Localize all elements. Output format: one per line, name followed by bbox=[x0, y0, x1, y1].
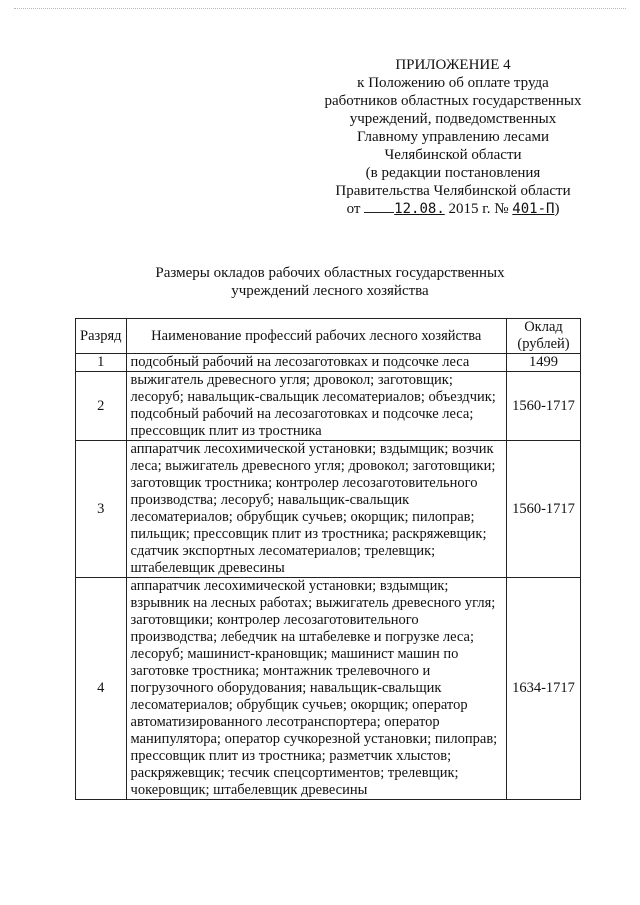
date-prefix: от bbox=[346, 201, 361, 217]
decree-number: 401-П bbox=[512, 201, 555, 217]
title-line: Размеры окладов рабочих областных государственных bbox=[155, 265, 505, 281]
closing-paren: ) bbox=[554, 201, 560, 217]
professions-cell: подсобный рабочий на лесозаготовках и подсочке леса bbox=[126, 354, 506, 372]
pay-cell: 1560-1717 bbox=[507, 372, 581, 441]
salary-table bbox=[75, 318, 581, 800]
header-pay bbox=[507, 319, 581, 354]
date-value: 12.08. bbox=[394, 201, 445, 217]
appendix-number: ПРИЛОЖЕНИЕ 4 bbox=[395, 57, 511, 73]
professions-cell: аппаратчик лесохимической установки; вздымщик; взрывник на лесных работах; выжигатель древесного угля; заготовщики; контролер лесозаготовительного производства; лебедчик на штабелевке и погрузке леса; лесоруб; машинист-крановщик; машинист машин по заготовке тростника; монтажник трелевочного и погрузочного оборудования; навальщик-свальщик лесоматериалов; обрубщик сучьев; окорщик; оператор автоматизированного лесотранспортера; оператор манипулятора; оператор сучкорезной установки; пилоправ; прессовщик плит из тростника; разметчик хлыстов; раскряжевщик; тесчик спецсортиментов; трелевщик; чокеровщик; штабелевщик древесины bbox=[126, 578, 506, 800]
approval-line: Челябинской области bbox=[384, 147, 522, 163]
approval-line: к Положению об оплате труда bbox=[357, 75, 549, 91]
approval-block bbox=[318, 56, 588, 218]
header-grade: Разряд bbox=[76, 319, 127, 354]
header-names: Наименование профессий рабочих лесного хозяйства bbox=[126, 319, 506, 354]
pay-cell: 1634-1717 bbox=[507, 578, 581, 800]
grade-cell: 3 bbox=[76, 441, 127, 578]
grade-cell: 4 bbox=[76, 578, 127, 800]
approval-line: Главному управлению лесами bbox=[356, 129, 549, 145]
grade-cell: 1 bbox=[76, 354, 127, 372]
scan-border-line bbox=[14, 8, 626, 9]
professions-cell: аппаратчик лесохимической установки; вздымщик; возчик леса; выжигатель древесного угля; дровокол; заготовщики; заготовщик тростника; контролер лесозаготовительного производства; лесоруб; навальщик-свальщик лесоматериалов; обрубщик сучьев; окорщик; пилоправ; пильщик; прессовщик плит из тростника; раскряжевщик; сдатчик экспортных лесоматериалов; трелевщик; штабелевщик древесины bbox=[126, 441, 506, 578]
grade-cell: 2 bbox=[76, 372, 127, 441]
title-line: учреждений лесного хозяйства bbox=[231, 283, 429, 299]
header-pay-line: Оклад bbox=[524, 319, 563, 335]
table-row bbox=[76, 578, 581, 800]
pay-cell: 1499 bbox=[507, 354, 581, 372]
approval-line: (в редакции постановления bbox=[365, 165, 541, 181]
approval-date-line bbox=[318, 200, 588, 218]
approval-line: учреждений, подведомственных bbox=[349, 111, 557, 127]
blank-underline bbox=[364, 211, 394, 213]
professions-cell: выжигатель древесного угля; дровокол; заготовщик; лесоруб; навальщик-свальщик лесоматериалов; объездчик; подсобный рабочий на лесозаготовках и подсочке леса; прессовщик плит из тростника bbox=[126, 372, 506, 441]
pay-cell: 1560-1717 bbox=[507, 441, 581, 578]
header-pay-line: (рублей) bbox=[517, 336, 570, 352]
table-header-row bbox=[76, 319, 581, 354]
approval-line: работников областных государственных bbox=[324, 93, 582, 109]
approval-line: Правительства Челябинской области bbox=[335, 183, 571, 199]
table-row bbox=[76, 372, 581, 441]
table-row bbox=[76, 441, 581, 578]
table-row bbox=[76, 354, 581, 372]
document-title bbox=[120, 264, 540, 300]
year-text: 2015 г. № bbox=[448, 201, 509, 217]
